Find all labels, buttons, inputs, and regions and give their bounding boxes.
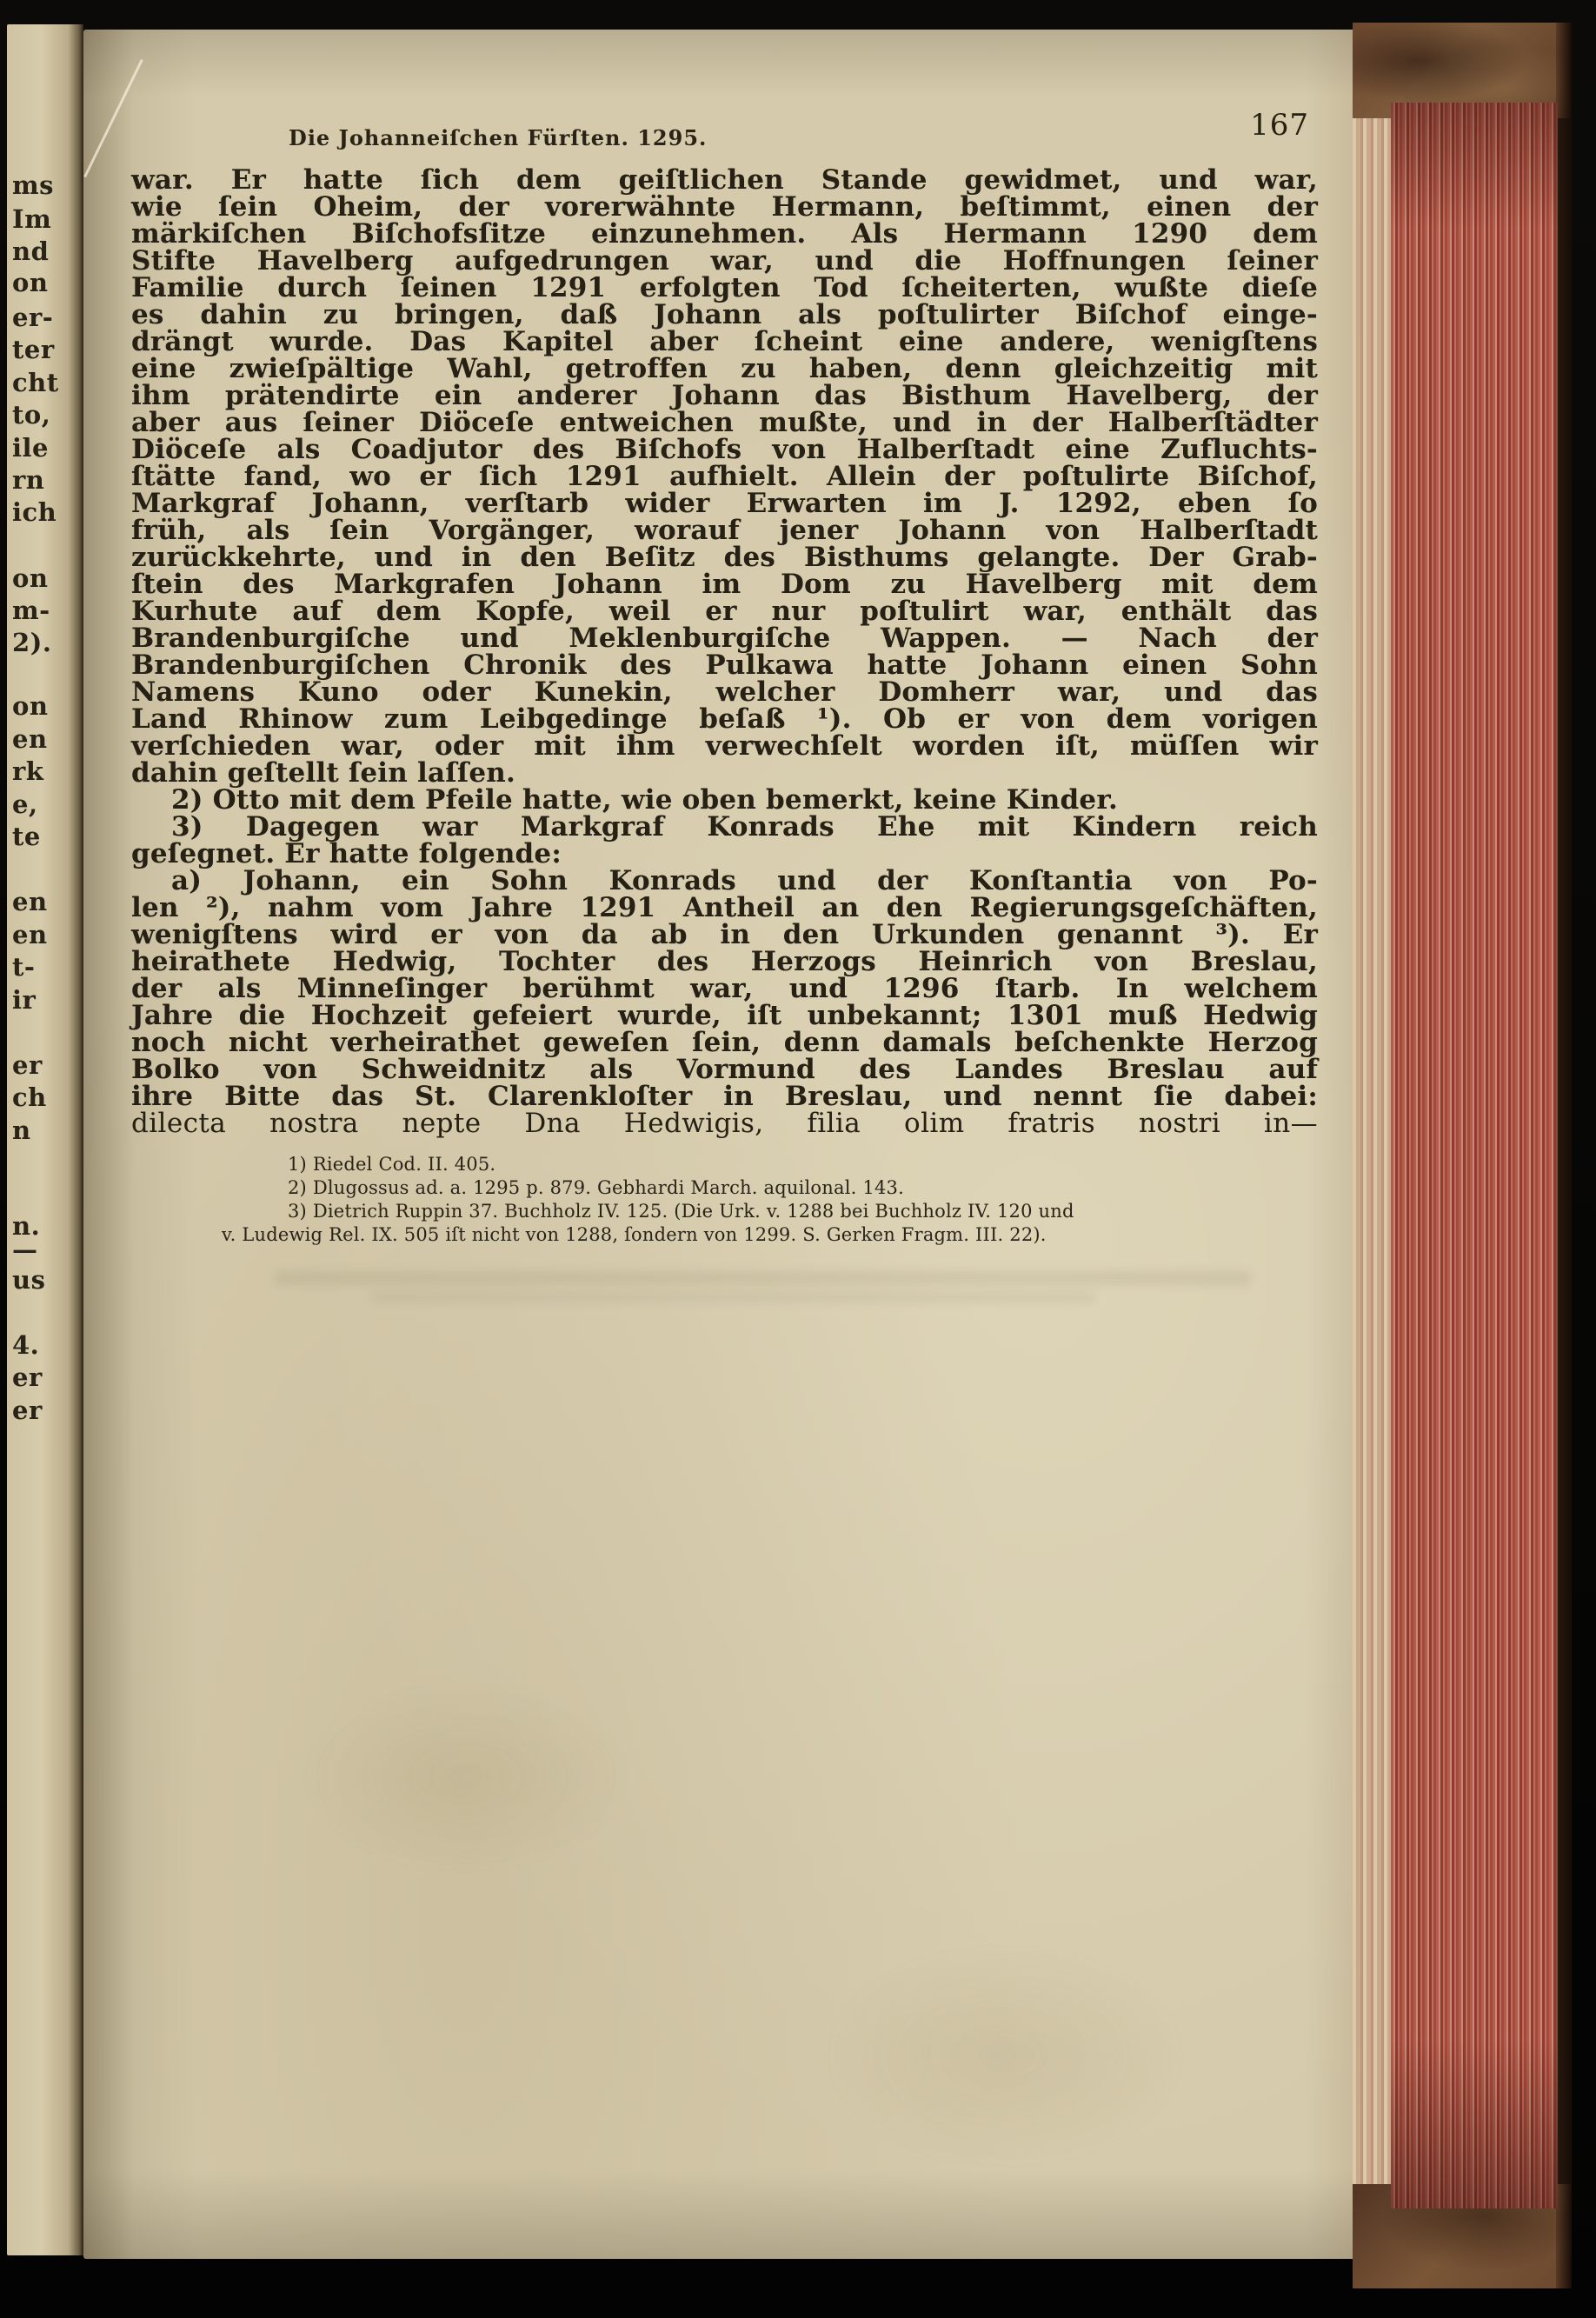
facing-page-text-fragment: on bbox=[12, 691, 49, 721]
body-line: Stifte Havelberg aufgedrungen war, und die Hoffnungen ſeiner bbox=[131, 245, 1318, 276]
facing-page-text-fragment: ch bbox=[12, 1082, 47, 1112]
body-text bbox=[131, 164, 1318, 1139]
facing-page-text-fragment: ich bbox=[12, 497, 57, 527]
facing-page-text-fragment: er bbox=[12, 1362, 43, 1392]
facing-page-text-fragment: on bbox=[12, 563, 49, 593]
body-line: Markgraf Johann, verſtarb wider Erwarten im J. 1292, eben ſo bbox=[131, 488, 1318, 519]
body-line: ſtein des Markgrafen Johann im Dom zu Havelberg mit dem bbox=[131, 569, 1318, 600]
body-line: zurückkehrte, und in den Beſitz des Bisthums gelangte. Der Grab- bbox=[131, 542, 1318, 573]
facing-page-text-fragment: er bbox=[12, 1050, 43, 1080]
facing-page-text-fragment: cht bbox=[12, 368, 59, 397]
body-line: ſtätte fand, wo er ſich 1291 aufhielt. Allein der poſtulirte Biſchof, bbox=[131, 461, 1318, 492]
footnote-line: v. Ludewig Rel. IX. 505 iſt nicht von 1288, ſondern von 1299. S. Gerken Fragm. III. 22). bbox=[222, 1224, 1047, 1245]
body-line: aber aus ſeiner Diöceſe entweichen mußte, und in der Halberſtädter bbox=[131, 407, 1318, 438]
body-line: Brandenburgiſche und Meklenburgiſche Wappen. — Nach der bbox=[131, 623, 1318, 654]
facing-page-text-fragment: 2). bbox=[12, 628, 52, 657]
facing-page-edge bbox=[7, 24, 83, 2255]
paper-stain bbox=[301, 1682, 631, 1873]
facing-page-text-fragment: on bbox=[12, 268, 49, 297]
body-line: ihm prätendirte ein anderer Johann das Bisthum Havelberg, der bbox=[131, 380, 1318, 411]
facing-page-text-fragment: te bbox=[12, 822, 41, 851]
facing-page-text-fragment: rn bbox=[12, 465, 45, 495]
facing-page-text-fragment: er- bbox=[12, 303, 54, 332]
facing-page-text-fragment: n. bbox=[12, 1211, 41, 1241]
body-line: Familie durch ſeinen 1291 erfolgten Tod ſcheiterten, wußte dieſe bbox=[131, 272, 1318, 303]
footnote-line: 2) Dlugossus ad. a. 1295 p. 879. Gebhardi March. aquilonal. 143. bbox=[288, 1177, 904, 1198]
facing-page-text-fragment: us bbox=[12, 1265, 46, 1295]
ink-bleedthrough bbox=[275, 1271, 1252, 1285]
facing-page-text-fragment: to, bbox=[12, 400, 51, 430]
facing-page-text-fragment: n bbox=[12, 1116, 31, 1145]
body-line: wie ſein Oheim, der vorerwähnte Hermann, beſtimmt, einen der bbox=[131, 191, 1318, 223]
body-line: a) Johann, ein Sohn Konrads und der Konſtantia von Po- bbox=[171, 865, 1318, 896]
facing-page-text-fragment: e, bbox=[12, 789, 38, 819]
facing-page-text-fragment: rk bbox=[12, 756, 44, 786]
facing-page-text-fragment: t- bbox=[12, 952, 36, 982]
footnote-line: 3) Dietrich Ruppin 37. Buchholz IV. 125. (Die Urk. v. 1288 bei Buchholz IV. 120 und bbox=[288, 1201, 1074, 1222]
cover-edge bbox=[1556, 23, 1572, 2288]
facing-page-text-fragment: en bbox=[12, 887, 48, 916]
body-line: Bolko von Schweidnitz als Vormund des Landes Breslau auf bbox=[131, 1054, 1318, 1085]
body-line: es dahin zu bringen, daß Johann als poſtulirter Biſchof einge- bbox=[131, 299, 1318, 330]
facing-page-text-fragment: Im bbox=[12, 204, 52, 234]
body-line: heirathete Hedwig, Tochter des Herzogs Heinrich von Breslau, bbox=[131, 946, 1318, 977]
footnote-line: 1) Riedel Cod. II. 405. bbox=[288, 1154, 496, 1175]
body-line: drängt wurde. Das Kapitel aber ſcheint eine andere, wenigſtens bbox=[131, 326, 1318, 357]
facing-page-text-fragment: ter bbox=[12, 335, 55, 364]
running-title: Die Johanneiſchen Fürſten. 1295. bbox=[289, 125, 708, 150]
facing-page-text-fragment: en bbox=[12, 920, 48, 949]
red-page-stack bbox=[1391, 103, 1558, 2208]
facing-page-text-fragment: ms bbox=[12, 170, 55, 200]
body-line: geſegnet. Er hatte folgende: bbox=[131, 838, 562, 869]
paper-stain bbox=[822, 1942, 1187, 2168]
body-line: 3) Dagegen war Markgraf Konrads Ehe mit Kindern reich bbox=[171, 811, 1318, 843]
body-line: der als Minneſinger berühmt war, und 1296 ſtarb. In welchem bbox=[131, 973, 1318, 1004]
facing-page-text-fragment: m- bbox=[12, 596, 50, 625]
body-line: Namens Kuno oder Kunekin, welcher Domherr war, und das bbox=[131, 676, 1318, 708]
facing-page-text-fragment: — bbox=[12, 1235, 38, 1264]
facing-page-text-fragment: ile bbox=[12, 433, 49, 463]
facing-page-text-fragment: ir bbox=[12, 985, 37, 1015]
facing-page-text-fragment: en bbox=[12, 724, 48, 754]
body-line: Land Rhinow zum Leibgedinge beſaß ¹). Ob er von dem vorigen bbox=[131, 703, 1318, 735]
facing-page-text-fragment: nd bbox=[12, 236, 50, 266]
body-line: dahin geſtellt ſein laſſen. bbox=[131, 757, 516, 789]
book-page bbox=[83, 30, 1356, 2259]
paper-crack bbox=[83, 59, 143, 177]
body-line: früh, als ſein Vorgänger, worauf jener Johann von Halberſtadt bbox=[131, 515, 1318, 546]
body-line: märkiſchen Biſchofsſitze einzunehmen. Als Hermann 1290 dem bbox=[131, 218, 1318, 250]
facing-page-text-fragment: er bbox=[12, 1395, 43, 1425]
body-line: wenigſtens wird er von da ab in den Urkunden genannt ³). Er bbox=[131, 919, 1318, 950]
body-line: ihre Bitte das St. Clarenkloſter in Breslau, und nennt ſie dabei: bbox=[131, 1081, 1318, 1112]
body-line: war. Er hatte ſich dem geiſtlichen Stande gewidmet, und war, bbox=[131, 164, 1318, 196]
page-number: 167 bbox=[1250, 108, 1309, 143]
body-line: Brandenburgiſchen Chronik des Pulkawa hatte Johann einen Sohn bbox=[131, 649, 1318, 681]
body-line: dilecta nostra nepte Dna Hedwigis, filia olim fratris nostri in— bbox=[131, 1108, 1318, 1139]
footnotes bbox=[131, 1153, 1318, 1247]
facing-page-text-fragment: 4. bbox=[12, 1330, 40, 1360]
body-line: eine zwieſpältige Wahl, getroffen zu haben, denn gleichzeitig mit bbox=[131, 353, 1318, 384]
ink-bleedthrough bbox=[370, 1292, 1095, 1302]
body-line: Kurhute auf dem Kopfe, weil er nur poſtulirt war, enthält das bbox=[131, 596, 1318, 627]
book-fore-edge bbox=[1353, 23, 1572, 2288]
body-line: Jahre die Hochzeit gefeiert wurde, iſt unbekannt; 1301 muß Hedwig bbox=[131, 1000, 1318, 1031]
body-line: verſchieden war, oder mit ihm verwechſelt worden iſt, müſſen wir bbox=[131, 730, 1318, 762]
body-line: 2) Otto mit dem Pfeile hatte, wie oben bemerkt, keine Kinder. bbox=[171, 784, 1119, 816]
body-line: len ²), nahm vom Jahre 1291 Antheil an den Regierungsgeſchäften, bbox=[131, 892, 1318, 923]
body-line: Diöceſe als Coadjutor des Biſchofs von Halberſtadt eine Zufluchts- bbox=[131, 434, 1318, 465]
body-line: noch nicht verheirathet geweſen ſein, denn damals beſchenkte Herzog bbox=[131, 1027, 1318, 1058]
